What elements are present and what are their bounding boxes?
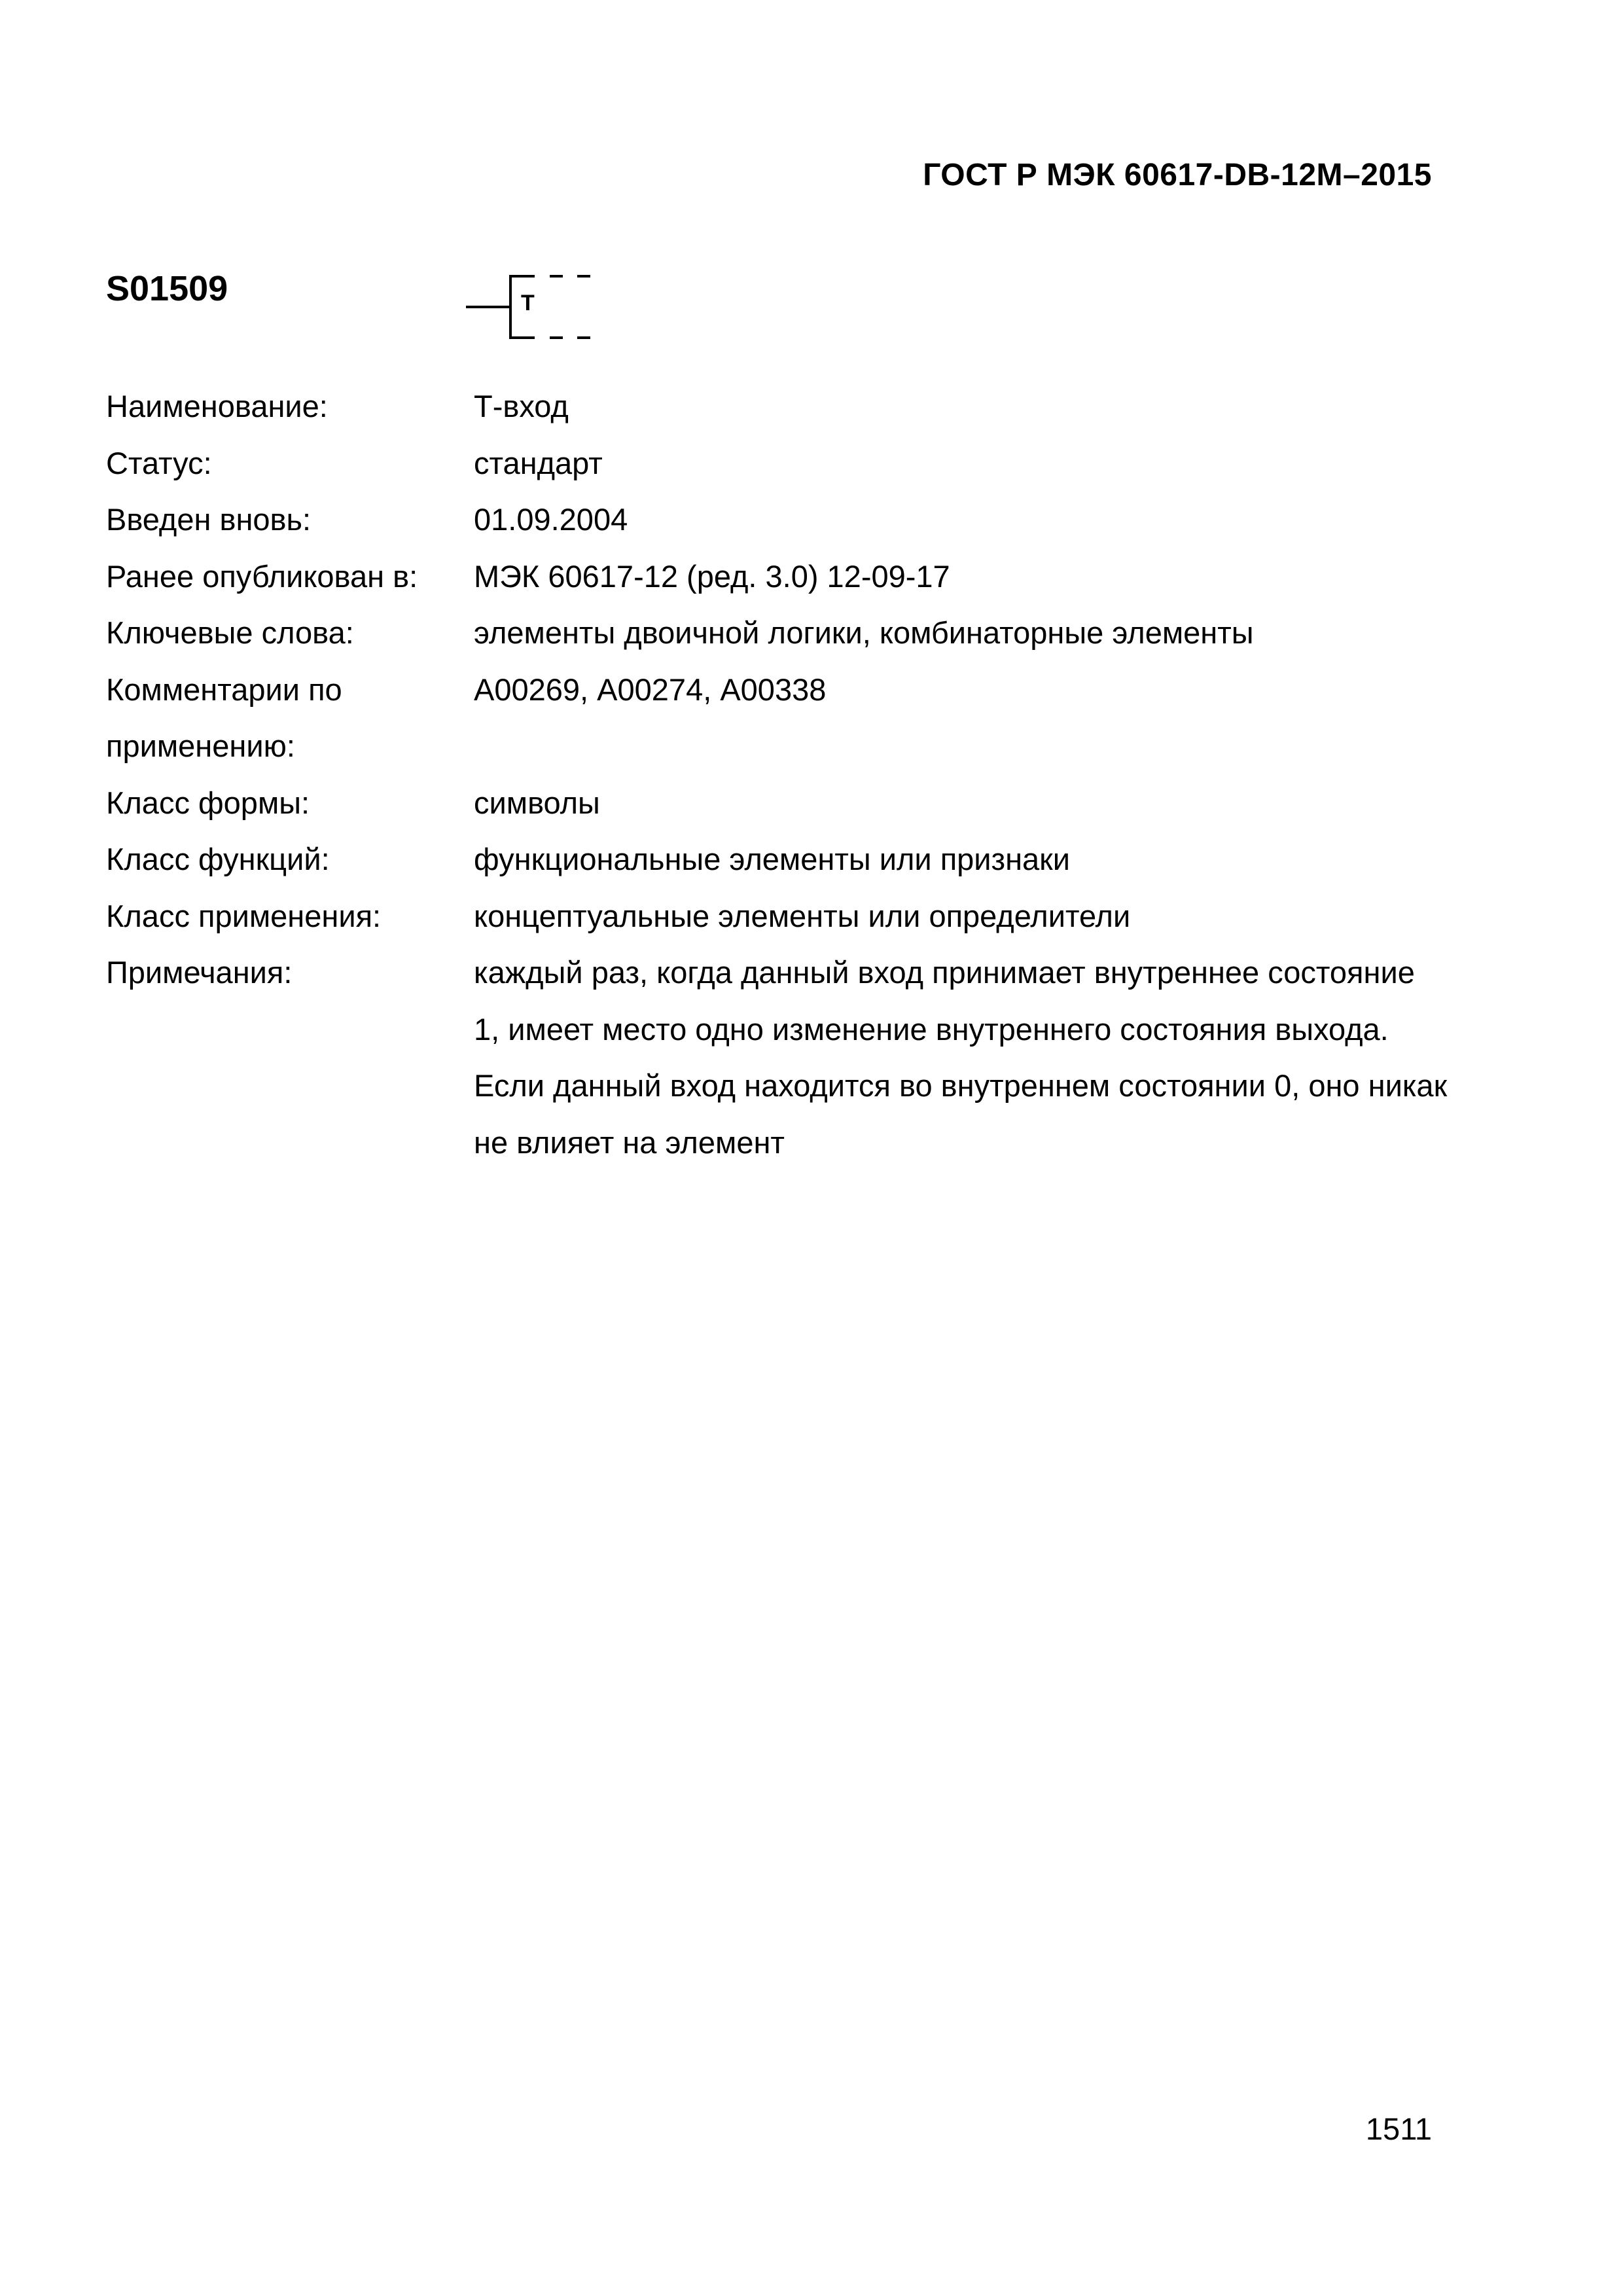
field-row-name — [106, 378, 1448, 435]
field-value: МЭК 60617-12 (ред. 3.0) 12-09-17 — [474, 558, 950, 594]
field-row-introduced — [106, 492, 1448, 548]
attribute-list — [106, 378, 1448, 1171]
standard-code-header: ГОСТ Р МЭК 60617-DB-12М–2015 — [923, 158, 1432, 192]
field-value: каждый раз, когда данный вход принимает внутреннее состояние 1, имеет место одно изменение внутреннего состояния выхода. Если данный вход находится во внутреннем состоянии 0, оно никак не влияет на элемент — [474, 955, 1448, 1160]
field-value: символы — [474, 785, 600, 820]
field-value: стандарт — [474, 445, 603, 480]
field-value: А00269, А00274, А00338 — [474, 672, 827, 707]
page-number: 1511 — [1365, 2111, 1432, 2146]
field-value: функциональные элементы или признаки — [474, 842, 1070, 876]
field-label: Класс функций: — [106, 842, 330, 876]
field-label: Класс применения: — [106, 898, 382, 933]
field-label: Комментарии по применению: — [106, 672, 342, 763]
field-label: Примечания: — [106, 955, 293, 990]
symbol-graphic-label: T — [521, 291, 535, 315]
field-row-status — [106, 435, 1448, 492]
field-row-function-class — [106, 831, 1448, 888]
field-label: Введен вновь: — [106, 502, 312, 537]
field-value: 01.09.2004 — [474, 502, 628, 537]
field-label: Ключевые слова: — [106, 615, 354, 650]
t-input-logic-symbol-icon — [466, 270, 597, 342]
field-label: Наименование: — [106, 389, 328, 423]
field-label: Ранее опубликован в: — [106, 558, 418, 594]
field-value: Т-вход — [474, 389, 569, 423]
field-row-application-comments — [106, 662, 1448, 775]
field-value: элементы двоичной логики, комбинаторные элементы — [474, 615, 1254, 650]
field-row-notes — [106, 944, 1448, 1171]
field-row-keywords — [106, 605, 1448, 662]
field-label: Статус: — [106, 445, 212, 480]
field-row-application-class — [106, 888, 1448, 945]
field-row-previously-published — [106, 548, 1448, 605]
symbol-id: S01509 — [106, 269, 228, 308]
field-value: концептуальные элементы или определители — [474, 898, 1131, 933]
field-label: Класс формы: — [106, 785, 310, 820]
field-row-form-class — [106, 775, 1448, 832]
